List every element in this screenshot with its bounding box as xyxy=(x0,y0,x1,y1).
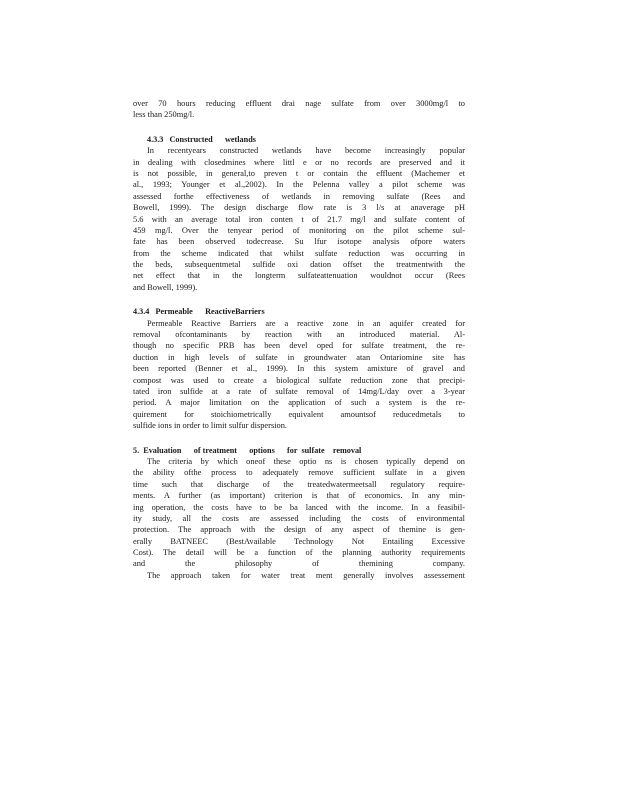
text-line: Bowell, 1999). The design discharge flow rate is 3 l/s at anaverage pH xyxy=(133,203,465,213)
text-line: erally BATNEEC (BestAvailable Technology Not Entailing Excessive xyxy=(133,536,465,546)
text-line: the ability ofthe process to adequately remove sufficient sulfate in a given xyxy=(133,468,465,478)
text-line: The criteria by which oneof these optio ns is chosen typically depend on xyxy=(147,456,465,466)
section-gap xyxy=(133,121,465,134)
section-heading: 4.3.4 Permeable ReactiveBarriers xyxy=(133,307,265,317)
section-heading: 5. Evaluation of treatment options for sulfate removal xyxy=(133,445,362,455)
text-line: over 70 hours reducing effluent drai nage sulfate from over 3000mg/l to xyxy=(133,99,465,108)
text-line: and the philosophy of themining company. xyxy=(133,559,465,569)
text-line: ity study, all the costs are assessed including the costs of environmental xyxy=(133,513,465,523)
section-gap xyxy=(133,432,465,445)
text-line: from the scheme indicated that whilst sulfate reduction was occurring in xyxy=(133,248,465,258)
text-line: 5.6 with an average total iron conten t of 21.7 mg/l and sulfate content of xyxy=(133,214,465,224)
text-line: al., 1993; Younger et al.,2002). In the Pelenna valley a pilot scheme was xyxy=(133,180,465,190)
text-line: is not possible, in general,to preven t or contain the effluent (Machemer et xyxy=(133,168,465,178)
section-gap xyxy=(133,293,465,306)
text-line: The approach taken for water treat ment generally involves assessement xyxy=(147,570,465,580)
text-line: fate has been observed todecrease. Su lfur isotope analysis ofpore waters xyxy=(133,237,465,247)
text-line: tated iron sulfide at a rate of sulfate removal of 14mg/L/day over a 3-year xyxy=(133,386,465,396)
paragraph xyxy=(133,98,465,121)
text-line: ments. A further (as important) criterion is that of economics. In any min- xyxy=(133,491,465,501)
text-line: though no specific PRB has been devel oped for sulfate treatment, the re- xyxy=(133,341,465,351)
text-line: duction in high levels of sulfate in groundwater atan Ontariomine site has xyxy=(133,352,465,362)
text-line: time such that discharge of the treatedwatermeetsall regulatory require- xyxy=(133,479,465,489)
text-line: Cost). The detail will be a function of the planning authority requirements xyxy=(133,548,465,558)
text-line: In recentyears constructed wetlands have become increasingly popular xyxy=(147,146,465,156)
text-line: and Bowell, 1999). xyxy=(133,282,198,292)
text-line: 459 mg/l. Over the tenyear period of monitoring on the pilot scheme sul- xyxy=(133,225,465,235)
text-line: quirement for stoichiometrically equivalent amountsof reducedmetals to xyxy=(133,409,465,419)
document-page xyxy=(133,98,465,581)
text-line: Permeable Reactive Barriers are a reactive zone in an aquifer created for xyxy=(147,318,465,328)
text-line: assessed forthe effectiveness of wetlands in removing sulfate (Rees and xyxy=(133,191,465,201)
text-line: been reported (Benner et al., 1999). In this system amixture of gravel and xyxy=(133,364,465,374)
text-line: the beds, subsequentmetal sulfide oxi dation offset the treatmentwith the xyxy=(133,260,465,270)
text-line: removal ofcontaminants by reaction with an introduced material. Al- xyxy=(133,330,465,340)
text-line: period. A major limitation on the application of such a system is the re- xyxy=(133,398,465,408)
text-line: less than 250mg/l. xyxy=(133,110,195,120)
paragraph xyxy=(133,456,465,581)
paragraph xyxy=(133,318,465,432)
text-line: compost was used to create a biological sulfate reduction zone that precipi- xyxy=(133,375,465,385)
text-line: sulfide ions in order to limit sulfur dispersion. xyxy=(133,421,287,431)
text-line: net effect that in the longterm sulfateattenuation wouldnot occur (Rees xyxy=(133,271,465,281)
text-line: in dealing with closedmines where littl e or no records are preserved and it xyxy=(133,157,465,167)
text-line: ing operation, the costs have to be ba lanced with the income. In a feasibil- xyxy=(133,502,465,512)
text-line: protection. The approach with the design of any aspect of themine is gen- xyxy=(133,525,465,535)
section-heading: 4.3.3 Constructed wetlands xyxy=(147,134,256,144)
paragraph xyxy=(133,145,465,293)
